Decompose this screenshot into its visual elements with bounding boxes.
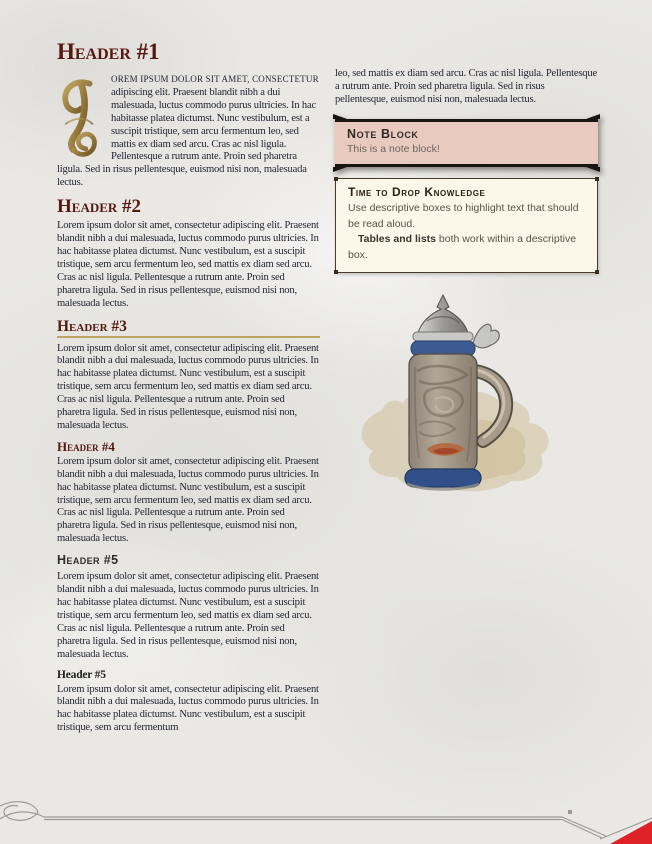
paragraph-3: Lorem ipsum dolor sit amet, consectetur adipiscing elit. Praesent blandit nibh a dui malesuada, luctus commodo purus ultricies. In hac habitasse platea dictumst. Nunc vestibulum, est a suscipit tristique, sem arcu fermentum leo, sed mattis ex diam sed arcu. Cras ac nisl ligula. Pellentesque a rutrum ante. Proin sed pharetra ligula. Sed in risus pellentesque, euismod nisi non, malesuada lectus. bbox=[57, 342, 319, 431]
ornate-drop-cap-L bbox=[57, 76, 105, 164]
lead-small-caps: OREM IPSUM DOLOR SIT AMET, CONSECTETUR bbox=[111, 74, 319, 84]
heading-6: Header #5 bbox=[57, 668, 106, 681]
paragraph-5: Lorem ipsum dolor sit amet, consectetur adipiscing elit. Praesent blandit nibh a dui malesuada, luctus commodo purus ultricies. In hac habitasse platea dictumst. Nunc vestibulum, est a suscipit tristique, sem arcu fermentum leo, sed mattis ex diam sed arcu. Cras ac nisl ligula. Pellentesque a rutrum ante. Proin sed pharetra ligula. Sed in risus pellentesque, euismod nisi non, malesuada lectus. bbox=[57, 571, 319, 660]
note-block-bottom-banner bbox=[335, 164, 598, 167]
paragraph-2: Lorem ipsum dolor sit amet, consectetur adipiscing elit. Praesent blandit nibh a dui malesuada, luctus commodo purus ultricies. In hac habitasse platea dictumst. Nunc vestibulum, est a suscipit tristique, sem arcu fermentum leo, sed mattis ex diam sed arcu. Cras ac nisl ligula. Pellentesque a rutrum ante. Proin sed pharetra ligula. Sed in risus pellentesque, euismod nisi non, malesuada lectus. bbox=[57, 220, 319, 309]
descriptive-box-line1: Use descriptive boxes to highlight text that should be read aloud. bbox=[348, 202, 579, 230]
left-column bbox=[57, 40, 320, 800]
paragraph-4: Lorem ipsum dolor sit amet, consectetur adipiscing elit. Praesent blandit nibh a dui malesuada, luctus commodo purus ultricies. In hac habitasse platea dictumst. Nunc vestibulum, est a suscipit tristique, sem arcu fermentum leo, sed mattis ex diam sed arcu. Cras ac nisl ligula. Pellentesque a rutrum ante. Proin sed pharetra ligula. Sed in risus pellentesque, euismod nisi non, malesuada lectus. bbox=[57, 455, 319, 545]
heading-4: Header #4 bbox=[57, 438, 115, 454]
descriptive-box-title: Time to Drop Knowledge bbox=[348, 184, 486, 199]
descriptive-box-line2: Tables and lists both work within a descriptive box. bbox=[348, 233, 577, 261]
footer-ornament bbox=[0, 792, 652, 844]
note-block-text: This is a note block! bbox=[347, 142, 440, 155]
corner-dot bbox=[334, 270, 338, 274]
heading-3: Header #3 bbox=[57, 318, 320, 338]
paragraph-1-body: adipiscing elit. Praesent blandit nibh a dui malesuada, luctus commodo purus ultricies. In hac habitasse platea dictumst. Nunc vestibulum, est a suscipit tristique, sem arcu fermentum leo, sed mattis ex diam sed arcu. Cras ac nisl ligula. Pellentesque a rutrum ante. Proin sed pharetra ligula. Sed in risus pellentesque, euismod nisi non, malesuada lectus. bbox=[57, 86, 316, 189]
descriptive-box bbox=[335, 178, 598, 274]
corner-dot bbox=[595, 177, 599, 181]
note-block-title: Note Block bbox=[347, 126, 419, 141]
continuation-paragraph: leo, sed mattis ex diam sed arcu. Cras ac nisl ligula. Pellentesque a rutrum ante. Proin sed pharetra ligula. Sed in risus pellentesque, euismod nisi non, malesuada lectus. bbox=[335, 68, 597, 105]
note-block bbox=[335, 119, 598, 167]
paragraph-1 bbox=[57, 73, 320, 190]
stein-illustration bbox=[335, 291, 598, 501]
right-column bbox=[335, 68, 598, 501]
corner-dot bbox=[595, 270, 599, 274]
note-block-top-banner bbox=[335, 119, 598, 122]
footer-square-dot bbox=[568, 810, 572, 814]
paragraph-6: Lorem ipsum dolor sit amet, consectetur adipiscing elit. Praesent blandit nibh a dui malesuada, luctus commodo purus ultricies. In hac habitasse platea dictumst. Nunc vestibulum, est a suscipit tristique, sem arcu fermentum bbox=[57, 683, 319, 734]
heading-5: Header #5 bbox=[57, 553, 119, 568]
footer-flourish bbox=[0, 802, 38, 821]
heading-1: Header #1 bbox=[57, 40, 160, 64]
heading-2: Header #2 bbox=[57, 196, 142, 218]
corner-dot bbox=[334, 177, 338, 181]
